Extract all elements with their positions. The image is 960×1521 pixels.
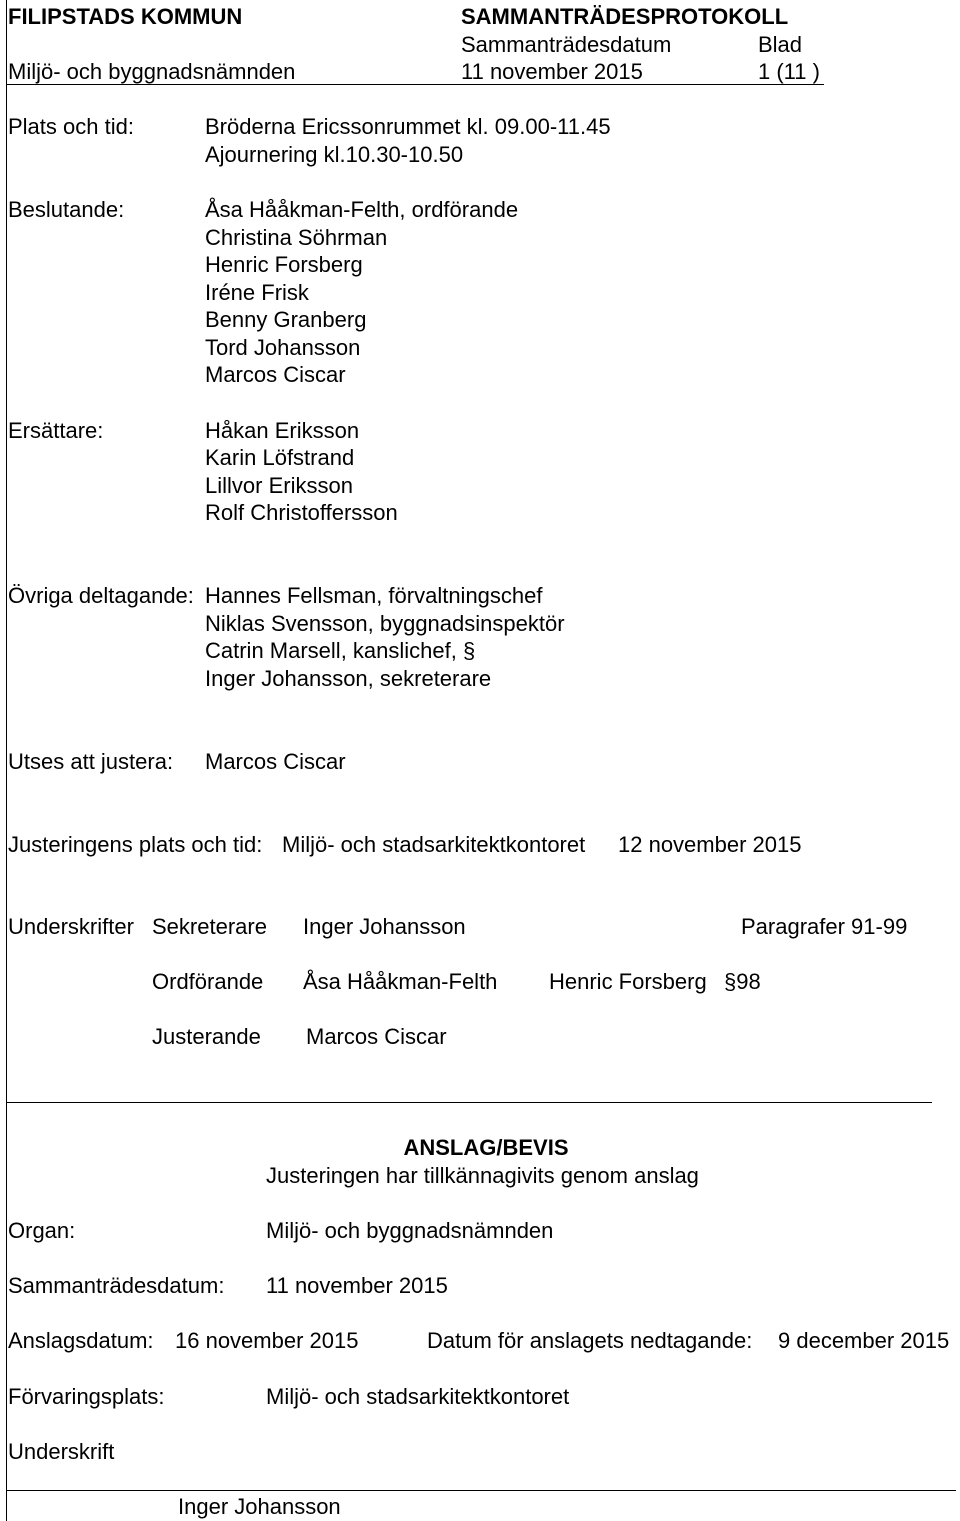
signature-name: Inger Johansson	[178, 1494, 341, 1519]
adjuster-name: Marcos Ciscar	[205, 749, 346, 774]
substitute-member: Håkan Eriksson	[205, 418, 360, 443]
adjust-place-label: Justeringens plats och tid:	[8, 832, 263, 857]
others-label: Övriga deltagande:	[8, 583, 194, 608]
deciding-member: Iréne Frisk	[205, 280, 309, 305]
organization-name: FILIPSTADS KOMMUN	[8, 4, 243, 29]
section-divider	[6, 1102, 932, 1103]
signatures-label: Underskrifter	[8, 914, 134, 939]
meeting-date-label: Sammanträdesdatum	[461, 32, 672, 57]
posted-date: 16 november 2015	[175, 1328, 359, 1353]
adjuster-role: Justerande	[152, 1024, 261, 1049]
deciding-member: Marcos Ciscar	[205, 362, 346, 387]
deciding-member: Christina Söhrman	[205, 225, 388, 250]
deciding-member: Åsa Hååkman-Felth, ordförande	[205, 197, 519, 222]
signature-line	[6, 1490, 956, 1491]
secretary-role: Sekreterare	[152, 914, 267, 939]
posted-date-label: Anslagsdatum:	[8, 1328, 154, 1353]
paragraph-range: Paragrafer 91-99	[741, 914, 908, 939]
deciding-member: Tord Johansson	[205, 335, 361, 360]
chair-role: Ordförande	[152, 969, 264, 994]
place-line-1: Bröderna Ericssonrummet kl. 09.00-11.45	[205, 114, 611, 139]
chair-alternate-paragraph: §98	[724, 969, 761, 994]
removal-date-label: Datum för anslagets nedtagande:	[427, 1328, 753, 1353]
other-participant: Hannes Fellsman, förvaltningschef	[205, 583, 543, 608]
place-label: Plats och tid:	[8, 114, 134, 139]
secretary-name: Inger Johansson	[303, 914, 466, 939]
storage-value: Miljö- och stadsarkitektkontoret	[266, 1384, 570, 1409]
notice-subtitle: Justeringen har tillkännagivits genom anslag	[266, 1163, 699, 1188]
deciding-member: Henric Forsberg	[205, 252, 363, 277]
substitute-member: Karin Löfstrand	[205, 445, 355, 470]
header-rule	[6, 84, 824, 85]
organ-value: Miljö- och byggnadsnämnden	[266, 1218, 554, 1243]
notice-title: ANSLAG/BEVIS	[403, 1135, 569, 1160]
removal-date: 9 december 2015	[778, 1328, 950, 1353]
substitute-member: Lillvor Eriksson	[205, 473, 353, 498]
substitute-member: Rolf Christoffersson	[205, 500, 398, 525]
meeting-date: 11 november 2015	[461, 59, 643, 84]
storage-label: Förvaringsplats:	[8, 1384, 165, 1409]
notice-meeting-date-label: Sammanträdesdatum:	[8, 1273, 225, 1298]
notice-meeting-date: 11 november 2015	[266, 1273, 448, 1298]
adjust-date: 12 november 2015	[618, 832, 802, 857]
other-participant: Niklas Svensson, byggnadsinspektör	[205, 611, 565, 636]
deciding-member: Benny Granberg	[205, 307, 367, 332]
page-number: 1 (11 )	[758, 59, 820, 84]
other-participant: Inger Johansson, sekreterare	[205, 666, 492, 691]
committee-name: Miljö- och byggnadsnämnden	[8, 59, 296, 84]
deciding-label: Beslutande:	[8, 197, 125, 222]
other-participant: Catrin Marsell, kanslichef, §	[205, 638, 476, 663]
left-margin-rule	[6, 0, 7, 1521]
signature-label: Underskrift	[8, 1439, 115, 1464]
page-label: Blad	[758, 32, 803, 57]
chair-alternate-name: Henric Forsberg	[549, 969, 707, 994]
adjuster-signature-name: Marcos Ciscar	[306, 1024, 447, 1049]
organ-label: Organ:	[8, 1218, 76, 1243]
adjuster-label: Utses att justera:	[8, 749, 174, 774]
chair-name: Åsa Hååkman-Felth	[303, 969, 498, 994]
substitutes-label: Ersättare:	[8, 418, 104, 443]
adjust-place: Miljö- och stadsarkitektkontoret	[282, 832, 586, 857]
document-type: SAMMANTRÄDESPROTOKOLL	[461, 4, 789, 29]
place-line-2: Ajournering kl.10.30-10.50	[205, 142, 464, 167]
